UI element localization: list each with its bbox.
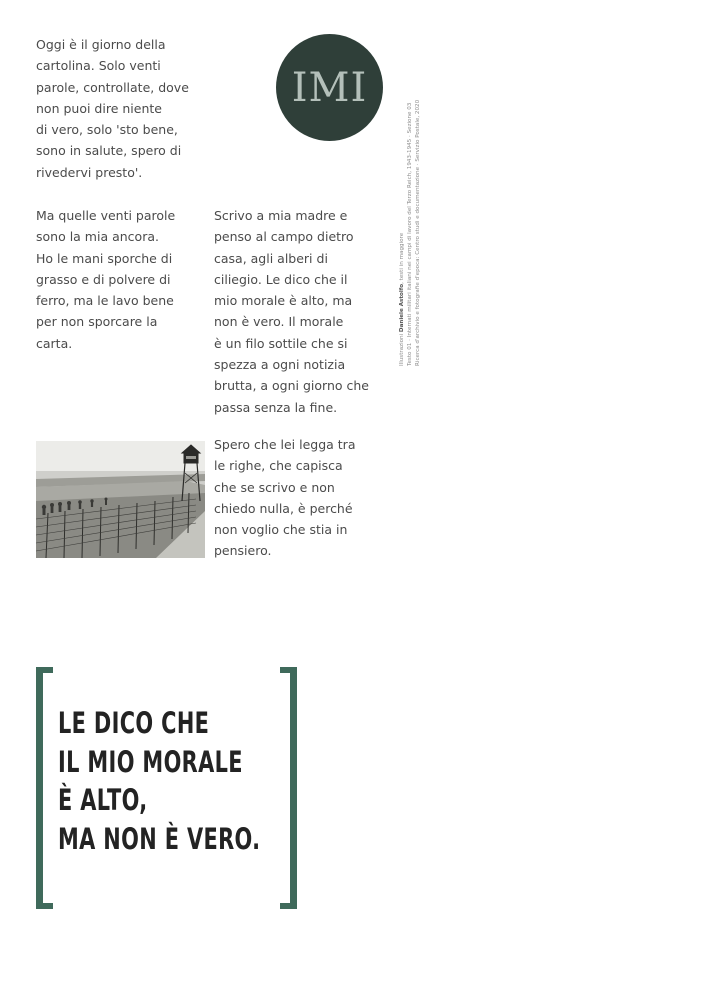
text-line: non voglio che stia in: [214, 522, 348, 538]
text-line: ciliegio. Le dico che il: [214, 271, 348, 287]
paragraph-mother: [214, 205, 369, 418]
text-line: penso al campo dietro: [214, 229, 354, 245]
credits-author: Daniele Astolfo: [399, 283, 405, 333]
text-line: grasso e di polvere di: [36, 271, 171, 287]
credits-line: Testo 01 · Internati militari italiani nei campi di lavoro del Terzo Reich, 1943-1945 · Sezione 03: [407, 102, 413, 366]
text-line: rivedervi presto'.: [36, 164, 143, 180]
text-line: ferro, ma le lavo bene: [36, 293, 174, 309]
text-line: di vero, solo 'sto bene,: [36, 122, 178, 138]
text-line: non puoi dire niente: [36, 100, 162, 116]
text-line: brutta, a ogni giorno che: [214, 378, 369, 394]
text-line: le righe, che capisca: [214, 458, 343, 474]
text-line: è un filo sottile che si: [214, 335, 348, 351]
pull-quote: [58, 704, 260, 858]
quote-bracket-right: [280, 667, 297, 909]
credits-suffix: , testi in maggiore: [399, 232, 405, 284]
text-line: mio morale è alto, ma: [214, 293, 353, 309]
text-line: che se scrivo e non: [214, 479, 335, 495]
text-line: passa senza la fine.: [214, 399, 338, 415]
text-line: Oggi è il giorno della: [36, 37, 166, 52]
text-line: pensiero.: [214, 543, 272, 559]
quote-line: MA NON È VERO.: [58, 821, 261, 856]
text-line: sono la mia ancora.: [36, 229, 159, 245]
text-line: cartolina. Solo venti: [36, 58, 161, 74]
text-line: Ho le mani sporche di: [36, 250, 173, 266]
text-line: non è vero. Il morale: [214, 314, 344, 330]
text-line: Scrivo a mia madre e: [214, 208, 348, 223]
text-line: carta.: [36, 335, 73, 351]
imi-logo: [276, 34, 383, 141]
text-line: chiedo nulla, è perché: [214, 500, 353, 516]
text-line: sono in salute, spero di: [36, 143, 182, 159]
quote-line: È ALTO,: [58, 783, 148, 817]
credits-line: Ricerca d'archivio e fotografie d'epoca: Centro studi e documentazione · Servizio Postale, 2020: [415, 99, 421, 366]
text-line: casa, agli alberi di: [214, 250, 328, 266]
text-line: Spero che lei legga tra: [214, 437, 356, 452]
text-line: spezza a ogni notizia: [214, 357, 346, 373]
credits-line: [398, 36, 406, 366]
text-line: parole, controllate, dove: [36, 79, 189, 95]
paragraph-anchor: [36, 205, 175, 354]
quote-line: IL MIO MORALE: [58, 744, 243, 779]
logo-text: IMI: [291, 64, 368, 111]
vertical-credits: [398, 36, 434, 366]
paragraph-hope: [214, 434, 355, 562]
text-line: per non sporcare la: [36, 314, 158, 330]
credits-prefix: Illustrazioni: [399, 333, 405, 366]
paragraph-opening: [36, 34, 189, 183]
quote-line: LE DICO CHE: [58, 706, 210, 740]
text-line: Ma quelle venti parole: [36, 208, 176, 223]
prison-camp-photo: [36, 441, 205, 558]
quote-bracket-left: [36, 667, 53, 909]
